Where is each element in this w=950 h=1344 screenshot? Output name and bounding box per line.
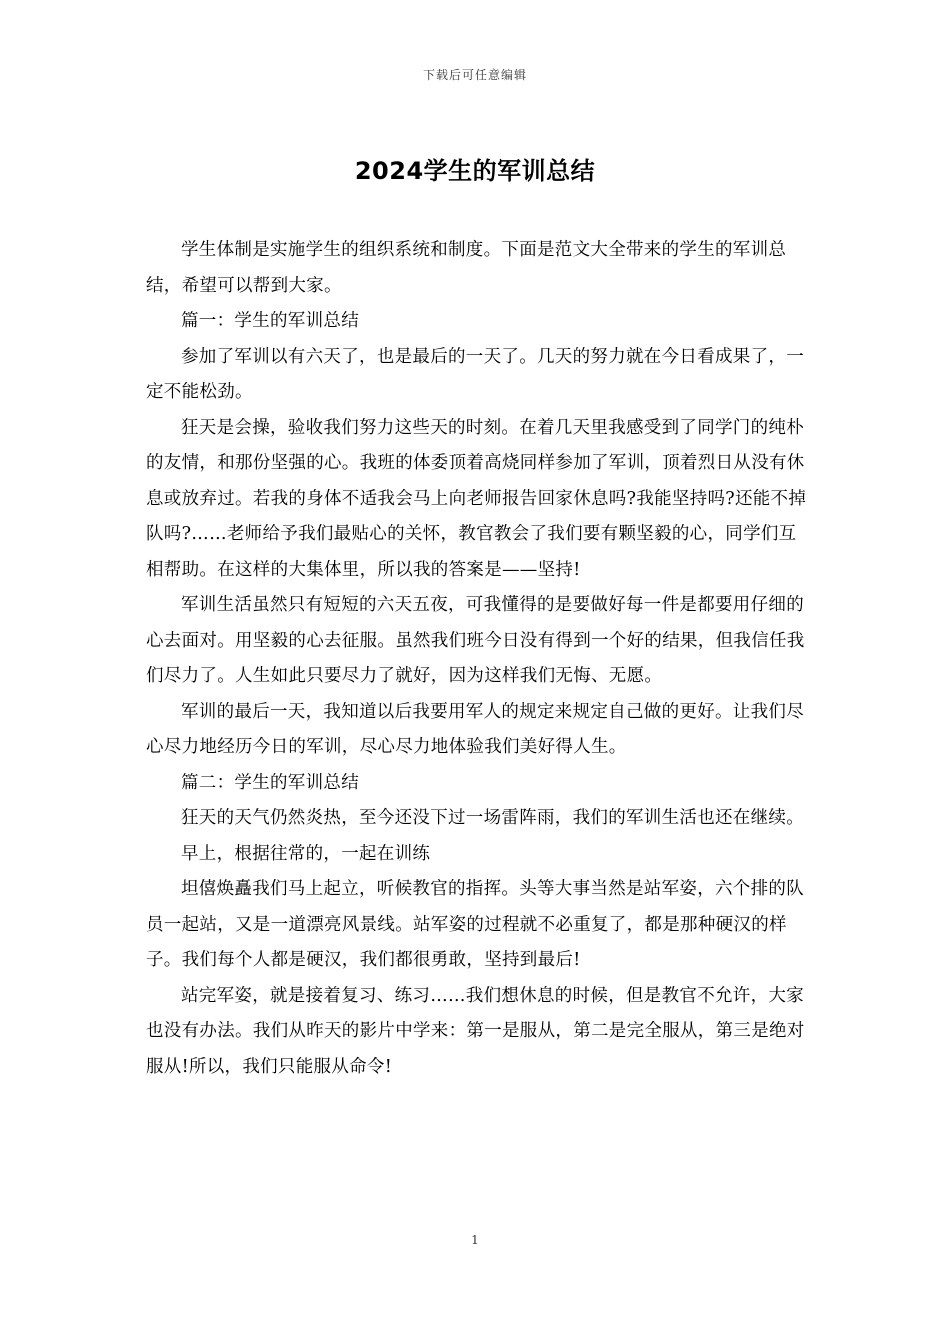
document-title: 2024学生的军训总结: [354, 157, 596, 185]
paragraph: 早上，根据往常的，一起在训练: [181, 843, 431, 864]
paragraph: 参加了军训以有六天了，也是最后的一天了。几天的努力就在今日看成果了，一定不能松劲。: [146, 346, 804, 402]
paragraph: 站完军姿，就是接着复习、练习……我们想休息的时候，但是教官不允许，大家也没有办法。我们从昨天的影片中学来：第一是服从，第二是完全服从，第三是绝对服从!所以，我们只能服从命令!: [146, 985, 805, 1077]
paragraph: 坦僖焕矗我们马上起立，听候教官的指挥。头等大事当然是站军姿，六个排的队员一起站，又是一道漂亮风景线。站军姿的过程就不必重复了，都是那种硬汉的样子。我们每个人都是硬汉，我们都很勇敢，坚持到最后!: [146, 879, 804, 970]
paragraph: 狂天是会操，验收我们努力这些天的时刻。在着几天里我感受到了同学门的纯朴的友情，和那份坚强的心。我班的体委顶着高烧同样参加了军训，顶着烈日从没有休息或放弃过。若我的身体不适我会马上向老师报告回家休息吗?我能坚持吗?还能不掉队吗?……老师给予我们最贴心的关怀，教官教会了我们要有颗坚毅的心，同学们互相帮助。在这样的大集体里，所以我的答案是——坚持!: [146, 417, 807, 580]
paragraph-intro: 学生体制是实施学生的组织系统和制度。下面是范文大全带来的学生的军训总结，希望可以帮到大家。: [146, 240, 787, 296]
section-heading-1: 篇一：学生的军训总结: [181, 311, 359, 331]
document-body: [146, 233, 814, 1085]
page-header-note: 下载后可任意编辑: [422, 68, 527, 82]
paragraph: 军训的最后一天，我知道以后我要用军人的规定来规定自己做的更好。让我们尽心尽力地经历今日的军训，尽心尽力地体验我们美好得人生。: [146, 701, 804, 757]
page-number: 1: [471, 1233, 479, 1247]
paragraph: 狂天的天气仍然炎热，至今还没下过一场雷阵雨，我们的军训生活也还在继续。: [181, 808, 804, 828]
section-heading-2: 篇二：学生的军训总结: [181, 772, 359, 793]
paragraph: 军训生活虽然只有短短的六天五夜，可我懂得的是要做好每一件是都要用仔细的心去面对。用坚毅的心去征服。虽然我们班今日没有得到一个好的结果，但我信任我们尽力了。人生如此只要尽力了就好，因为这样我们无悔、无愿。: [146, 595, 805, 686]
